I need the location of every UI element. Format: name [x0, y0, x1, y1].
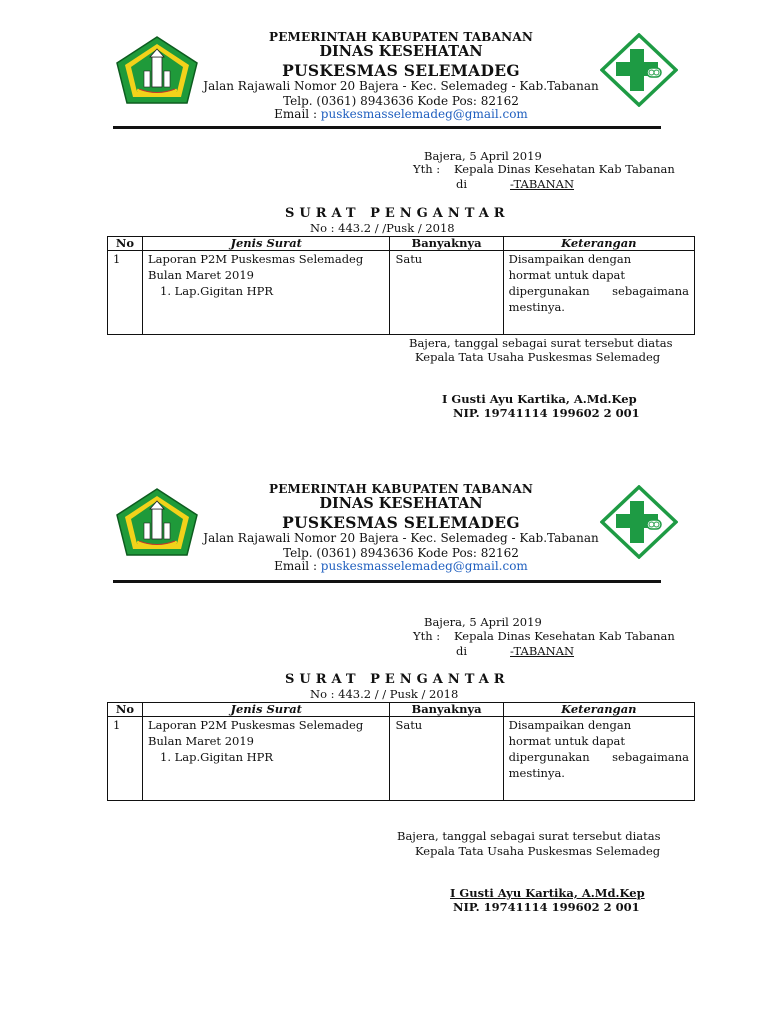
jenis-line-1: Laporan P2M Puskesmas Selemadeg — [148, 718, 364, 732]
email-link[interactable]: puskesmasselemadeg@gmail.com — [320, 559, 528, 573]
ket-line-4: mestinya. — [508, 300, 565, 314]
signer-name: I Gusti Ayu Kartika, A.Md.Kep — [442, 392, 637, 406]
jenis-item: 1. Lap.Gigitan HPR — [160, 750, 274, 764]
col-header-banyaknya: Banyaknya — [390, 703, 503, 717]
ket-line-3 — [509, 283, 689, 299]
letter-title: SURAT PENGANTAR — [285, 672, 510, 687]
items-table — [107, 236, 695, 335]
puskesmas-cross-logo-icon — [600, 33, 678, 107]
header-department: DINAS KESEHATAN — [319, 43, 483, 60]
jenis-line-2: Bulan Maret 2019 — [148, 268, 254, 282]
header-email-line — [200, 107, 602, 121]
ket-line-3b: sebagaimana — [612, 284, 689, 298]
yth-label: Yth : — [413, 162, 441, 176]
ket-line-2: hormat untuk dapat — [508, 734, 626, 748]
ket-line-3a: dipergunakan — [508, 750, 590, 764]
header-divider — [113, 580, 661, 583]
tabanan-regency-emblem-icon — [115, 35, 200, 105]
di-label: di — [456, 644, 468, 658]
table-row — [108, 251, 695, 335]
cell-banyaknya: Satu — [390, 251, 503, 335]
letter-title: SURAT PENGANTAR — [285, 206, 510, 221]
header-address: Jalan Rajawali Nomor 20 Bajera - Kec. Selemadeg - Kab.Tabanan — [203, 79, 599, 93]
di-label: di — [456, 177, 468, 191]
ket-line-3b: sebagaimana — [612, 750, 689, 764]
col-header-keterangan: Keterangan — [503, 237, 694, 251]
header-facility: PUSKESMAS SELEMADEG — [282, 61, 520, 80]
jenis-item: 1. Lap.Gigitan HPR — [160, 284, 274, 298]
closing-line-2: Kepala Tata Usaha Puskesmas Selemadeg — [415, 844, 661, 858]
email-label: Email : — [274, 107, 321, 121]
header-address: Jalan Rajawali Nomor 20 Bajera - Kec. Selemadeg - Kab.Tabanan — [203, 531, 599, 545]
cell-jenis — [143, 717, 390, 801]
closing-line-1: Bajera, tanggal sebagai surat tersebut diatas — [397, 829, 661, 843]
cell-keterangan — [503, 717, 694, 801]
ket-line-4: mestinya. — [508, 766, 565, 780]
signer-name: I Gusti Ayu Kartika, A.Md.Kep — [450, 886, 645, 900]
col-header-keterangan: Keterangan — [503, 703, 694, 717]
ket-line-3 — [509, 749, 689, 765]
header-government: PEMERINTAH KABUPATEN TABANAN — [268, 482, 534, 496]
yth-label: Yth : — [413, 629, 441, 643]
recipient-location: -TABANAN — [510, 644, 575, 658]
closing-line-1: Bajera, tanggal sebagai surat tersebut diatas — [409, 336, 673, 350]
table-header-row — [108, 703, 695, 717]
cell-no: 1 — [108, 717, 143, 801]
date-line: Bajera, 5 April 2019 — [424, 615, 542, 629]
signer-nip: NIP. 19741114 199602 2 001 — [453, 406, 640, 420]
recipient-location: -TABANAN — [510, 177, 575, 191]
ket-line-1: Disampaikan dengan — [508, 252, 632, 266]
header-email-line — [200, 559, 602, 573]
col-header-jenis: Jenis Surat — [143, 237, 390, 251]
puskesmas-cross-logo-icon — [600, 485, 678, 559]
items-table — [107, 702, 695, 801]
cell-keterangan — [503, 251, 694, 335]
letter-number: No : 443.2 / /Pusk / 2018 — [310, 221, 455, 235]
cell-jenis — [143, 251, 390, 335]
closing-line-2: Kepala Tata Usaha Puskesmas Selemadeg — [415, 350, 661, 364]
email-link[interactable]: puskesmasselemadeg@gmail.com — [320, 107, 528, 121]
col-header-jenis: Jenis Surat — [143, 703, 390, 717]
jenis-line-1: Laporan P2M Puskesmas Selemadeg — [148, 252, 364, 266]
header-phone: Telp. (0361) 8943636 Kode Pos: 82162 — [283, 94, 519, 108]
cell-banyaknya: Satu — [390, 717, 503, 801]
recipient-name: Kepala Dinas Kesehatan Kab Tabanan — [454, 629, 675, 643]
header-phone: Telp. (0361) 8943636 Kode Pos: 82162 — [283, 546, 519, 560]
table-row — [108, 717, 695, 801]
ket-line-2: hormat untuk dapat — [508, 268, 626, 282]
email-label: Email : — [274, 559, 321, 573]
header-divider — [113, 126, 661, 129]
letter-2 — [0, 452, 768, 920]
header-government: PEMERINTAH KABUPATEN TABANAN — [268, 30, 534, 44]
date-line: Bajera, 5 April 2019 — [424, 149, 542, 163]
recipient-name: Kepala Dinas Kesehatan Kab Tabanan — [454, 162, 675, 176]
col-header-no: No — [108, 237, 143, 251]
header-facility: PUSKESMAS SELEMADEG — [282, 513, 520, 532]
col-header-banyaknya: Banyaknya — [390, 237, 503, 251]
cell-no: 1 — [108, 251, 143, 335]
ket-line-1: Disampaikan dengan — [508, 718, 632, 732]
jenis-line-2: Bulan Maret 2019 — [148, 734, 254, 748]
tabanan-regency-emblem-icon — [115, 487, 200, 557]
table-header-row — [108, 237, 695, 251]
ket-line-3a: dipergunakan — [508, 284, 590, 298]
header-department: DINAS KESEHATAN — [319, 495, 483, 512]
letter-1 — [0, 0, 768, 468]
signer-nip: NIP. 19741114 199602 2 001 — [453, 900, 640, 914]
letter-number: No : 443.2 / / Pusk / 2018 — [310, 687, 459, 701]
col-header-no: No — [108, 703, 143, 717]
